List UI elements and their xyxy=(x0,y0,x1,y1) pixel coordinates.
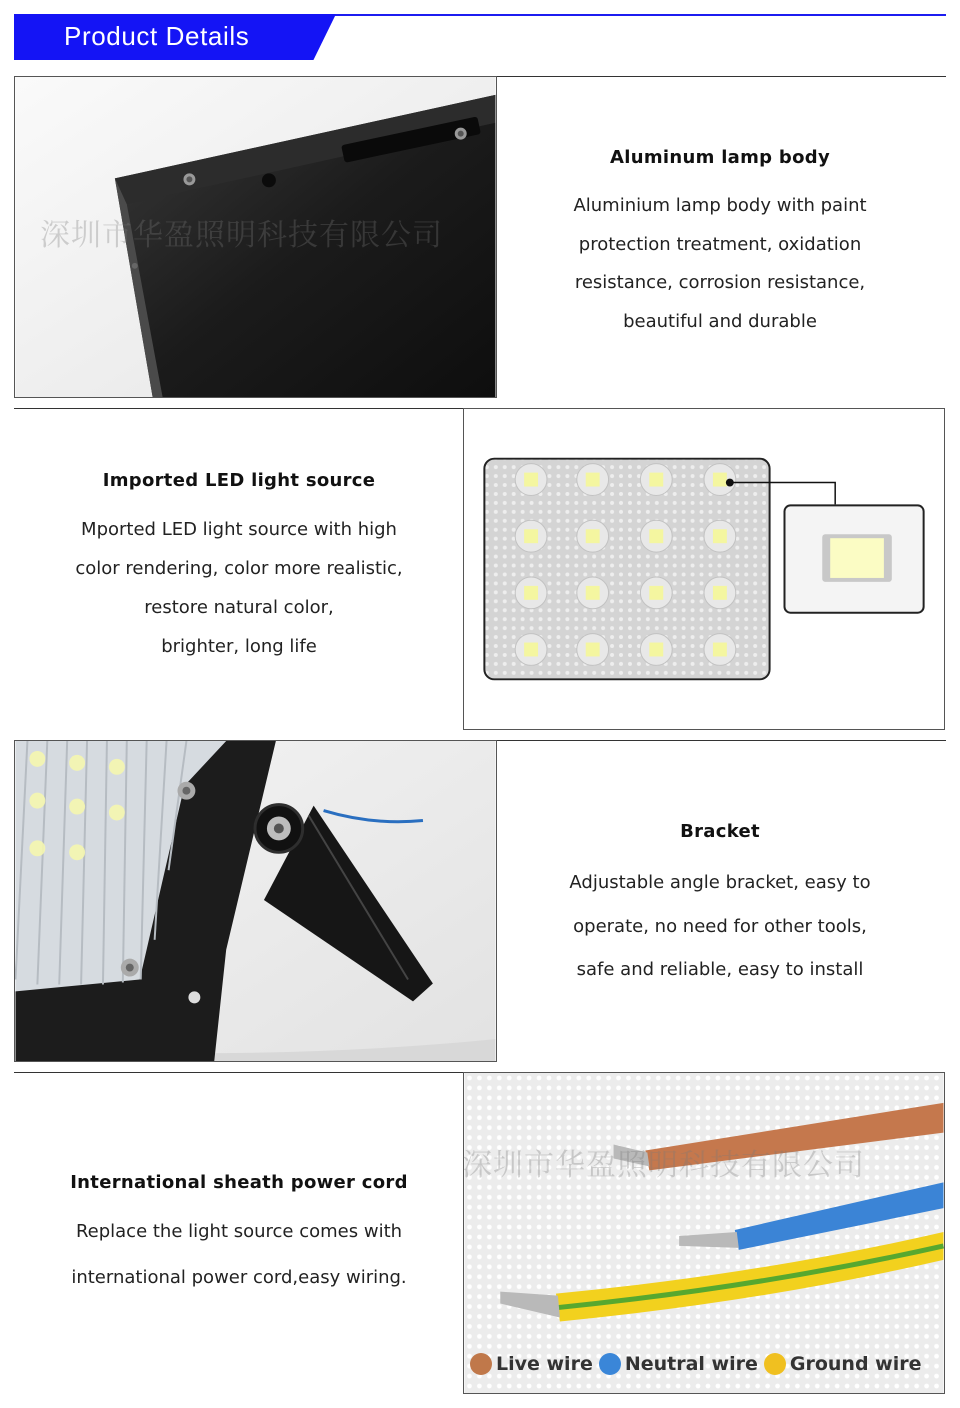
feature-aluminum-body xyxy=(500,147,940,341)
section-divider xyxy=(14,408,464,409)
feature-description xyxy=(500,187,940,341)
legend-ground-wire xyxy=(764,1353,922,1375)
description-line: Replace the light source comes with xyxy=(75,1221,403,1242)
neutral-wire-dot-icon xyxy=(599,1353,621,1375)
legend-label: Live wire xyxy=(496,1353,593,1375)
watermark-text: 深圳市华盈照明科技有限公司 xyxy=(40,218,443,253)
feature-description xyxy=(14,1209,464,1301)
feature-title: Bracket xyxy=(680,821,760,842)
description-line: Adjustable angle bracket, easy to xyxy=(569,872,871,893)
description-line: safe and reliable, easy to install xyxy=(576,959,864,980)
feature-title: Aluminum lamp body xyxy=(610,147,830,168)
description-line: protection treatment, oxidation xyxy=(578,233,862,255)
bracket-photo xyxy=(14,740,497,1062)
section-divider xyxy=(14,1072,464,1073)
page-title: Product Details xyxy=(64,21,250,51)
description-line: beautiful and durable xyxy=(623,310,817,332)
description-line: color rendering, color more realistic, xyxy=(75,558,403,579)
description-line: brighter, long life xyxy=(161,636,317,657)
section-divider xyxy=(496,740,946,741)
feature-title: Imported LED light source xyxy=(102,470,376,491)
description-line: resistance, corrosion resistance, xyxy=(574,272,866,293)
section-divider xyxy=(496,76,946,77)
description-line: operate, no need for other tools, xyxy=(573,915,867,937)
power-cord-photo xyxy=(463,1072,945,1394)
feature-description xyxy=(14,510,464,666)
legend-label: Neutral wire xyxy=(624,1353,758,1375)
feature-power-cord xyxy=(14,1172,464,1301)
description-line: Aluminium lamp body with paint xyxy=(573,195,867,216)
description-line: international power cord,easy wiring. xyxy=(71,1267,407,1288)
description-line: Mported LED light source with high xyxy=(81,519,397,540)
feature-bracket xyxy=(500,821,940,992)
legend-label: Ground wire xyxy=(789,1353,922,1375)
wire-color-legend xyxy=(470,1348,921,1380)
led-chip-photo xyxy=(463,408,945,730)
feature-description xyxy=(500,861,940,992)
feature-led-source xyxy=(14,470,464,666)
legend-live-wire xyxy=(470,1353,593,1375)
feature-title: International sheath power cord xyxy=(70,1172,408,1193)
ground-wire-dot-icon xyxy=(764,1353,786,1375)
live-wire-dot-icon xyxy=(470,1353,492,1375)
description-line: restore natural color, xyxy=(144,597,334,618)
legend-neutral-wire xyxy=(599,1353,758,1375)
watermark-text: 深圳市华盈照明科技有限公司 xyxy=(462,1148,865,1183)
